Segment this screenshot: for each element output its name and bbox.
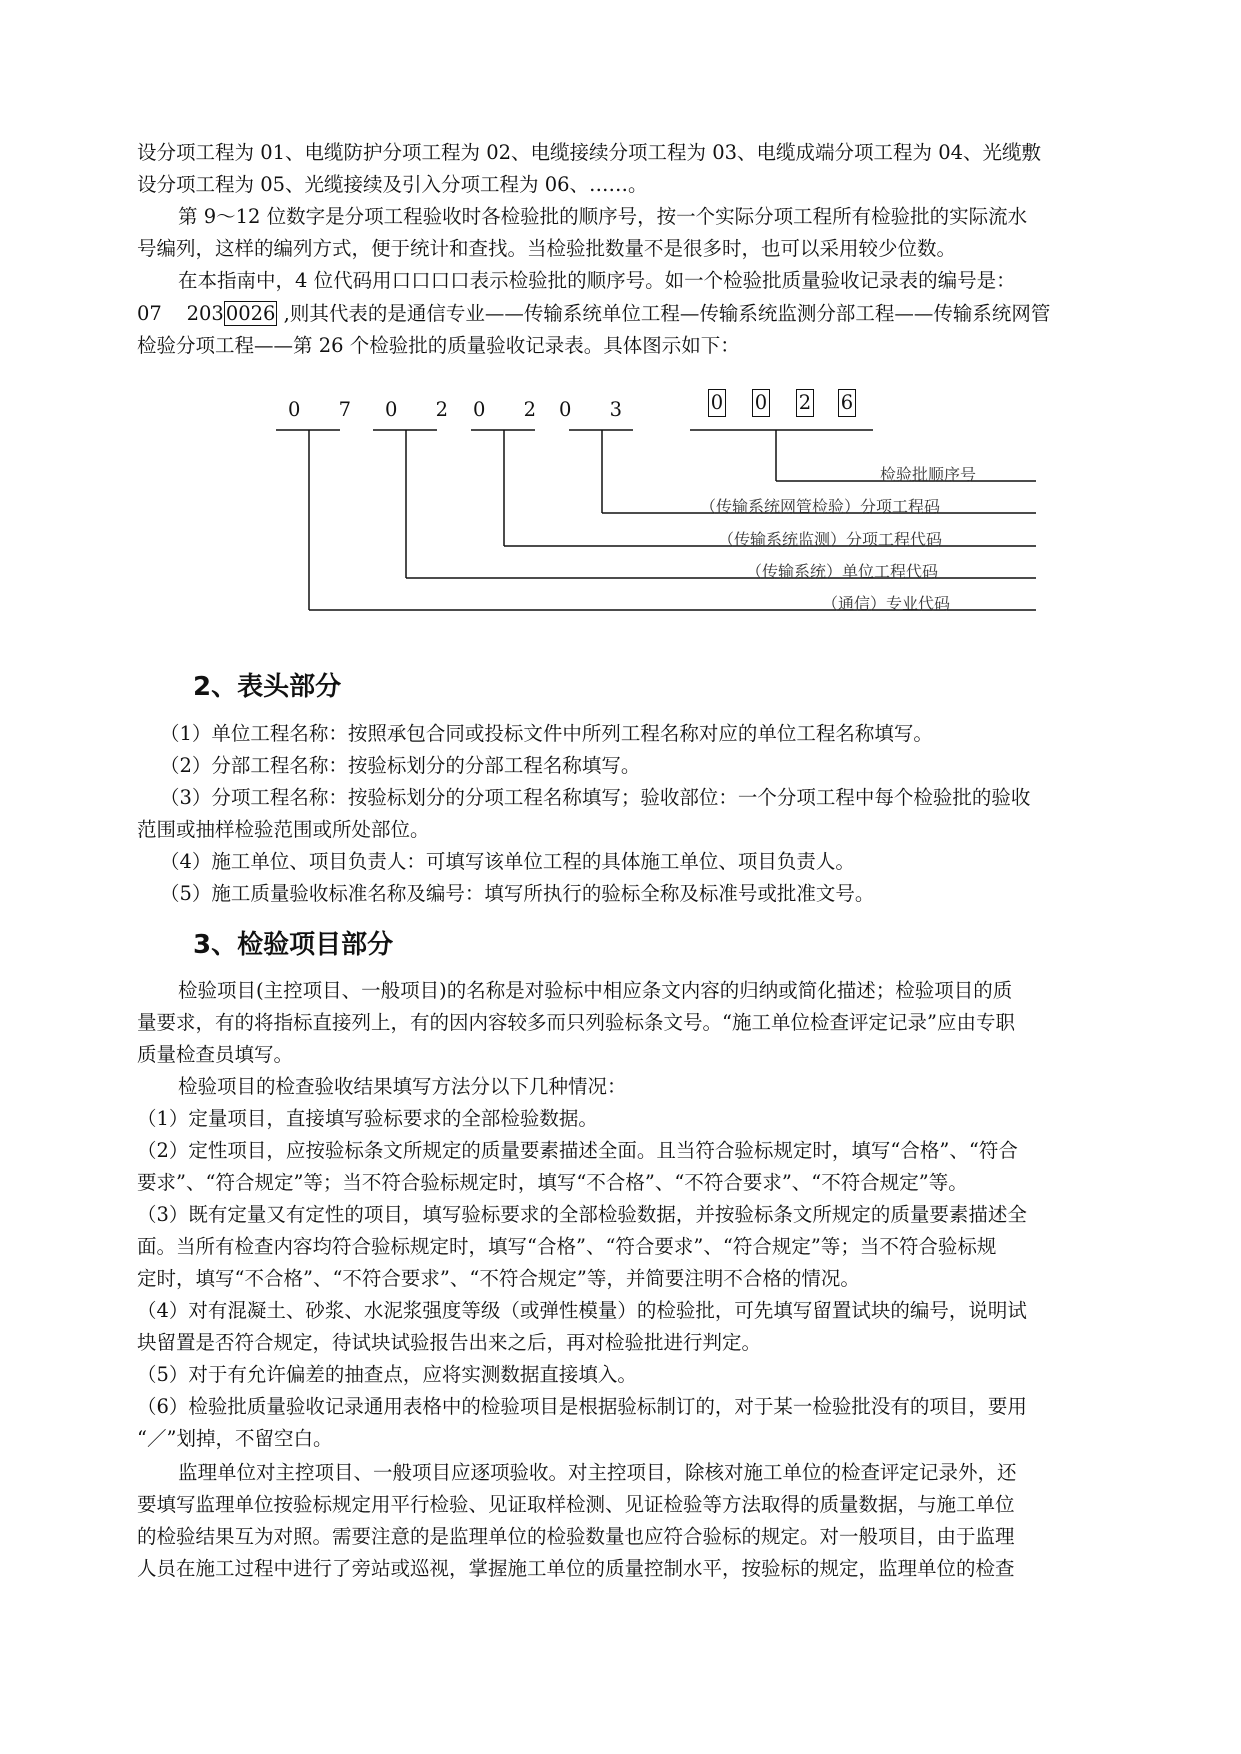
intro-line-5: 在本指南中，4 位代码用口口口口表示检验批的顺序号。如一个检验批质量验收记录表的编号是：	[178, 269, 1016, 292]
code-diagram	[0, 0, 1241, 640]
code-boxed-sequence: 0026	[225, 302, 276, 325]
section-3-line-10: 定时，填写“不合格”、“不符合要求”、“不符合规定”等，并简要注明不合格的情况。	[137, 1267, 860, 1290]
label-specialty-code: （通信）专业代码	[822, 594, 951, 613]
seq-digit-3: 2	[796, 389, 814, 417]
section-2-item-3-cont: 范围或抽样检验范围或所处部位。	[137, 818, 430, 841]
label-subitem-code: （传输系统网管检验）分项工程码	[700, 497, 941, 516]
section-3-line-15: “／”划掉，不留空白。	[137, 1427, 333, 1450]
section-3-line-16: 监理单位对主控项目、一般项目应逐项验收。对主控项目，除核对施工单位的检查评定记录外，还	[178, 1461, 1017, 1484]
code-group-2: 0 2	[385, 398, 465, 421]
section-3-line-18: 的检验结果互为对照。需要注意的是监理单位的检验数量也应符合验标的规定。对一般项目，由于监理	[137, 1525, 1015, 1548]
section-2-item-3: （3）分项工程名称：按验标划分的分项工程名称填写；验收部位：一个分项工程中每个检验批的验收	[160, 786, 1031, 809]
intro-line-1: 设分项工程为 01、电缆防护分项工程为 02、电缆接续分项工程为 03、电缆成端分项工程为 04、光缆敷	[137, 141, 1042, 164]
code-group-3: 0 2	[473, 398, 553, 421]
section-3-line-4: 检验项目的检查验收结果填写方法分以下几种情况：	[178, 1075, 627, 1098]
section-3-line-3: 质量检查员填写。	[137, 1043, 294, 1066]
section-3-line-19: 人员在施工过程中进行了旁站或巡视，掌握施工单位的质量控制水平，按验标的规定，监理单位的检查	[137, 1557, 1015, 1580]
code-prefix: 07 203	[137, 302, 224, 325]
seq-digit-1: 0	[708, 389, 726, 417]
section-2-item-2: （2）分部工程名称：按验标划分的分部工程名称填写。	[160, 754, 641, 777]
intro-line-3: 第 9～12 位数字是分项工程验收时各检验批的顺序号，按一个实际分项工程所有检验批的实际流水	[178, 205, 1028, 228]
code-group-4: 0 3	[559, 398, 639, 421]
section-3-line-1: 检验项目(主控项目、一般项目)的名称是对验标中相应条文内容的归纳或简化描述；检验项目的质	[178, 979, 1013, 1002]
section-3-line-8: （3）既有定量又有定性的项目，填写验标要求的全部检验数据，并按验标条文所规定的质量要素描述全	[137, 1203, 1027, 1226]
section-3-line-12: 块留置是否符合规定，待试块试验报告出来之后，再对检验批进行判定。	[137, 1331, 762, 1354]
section-2-item-4: （4）施工单位、项目负责人：可填写该单位工程的具体施工单位、项目负责人。	[160, 850, 855, 873]
intro-line-2: 设分项工程为 05、光缆接续及引入分项工程为 06、……。	[137, 173, 648, 196]
intro-line-7: 检验分项工程——第 26 个检验批的质量验收记录表。具体图示如下：	[137, 334, 740, 357]
label-monitoring-code: （传输系统监测）分项工程代码	[718, 530, 943, 549]
section-3-line-13: （5）对于有允许偏差的抽查点，应将实测数据直接填入。	[137, 1363, 637, 1386]
label-unit-code: （传输系统）单位工程代码	[746, 562, 939, 581]
code-group-1: 0 7	[288, 398, 368, 421]
section-3-line-5: （1）定量项目，直接填写验标要求的全部检验数据。	[137, 1107, 598, 1130]
section-2-title: 2、表头部分	[193, 672, 342, 702]
code-description: ,则其代表的是通信专业——传输系统单位工程—传输系统监测分部工程——传输系统网管	[277, 302, 1051, 325]
seq-digit-2: 0	[752, 389, 770, 417]
section-3-line-9: 面。当所有检查内容均符合验标规定时，填写“合格”、“符合要求”、“符合规定”等；当不符合验标规	[137, 1235, 997, 1258]
intro-line-4: 号编列，这样的编列方式，便于统计和查找。当检验批数量不是很多时，也可以采用较少位数。	[137, 237, 957, 260]
section-3-line-11: （4）对有混凝土、砂浆、水泥浆强度等级（或弹性模量）的检验批，可先填写留置试块的编号，说明试	[137, 1299, 1027, 1322]
section-3-line-14: （6）检验批质量验收记录通用表格中的检验项目是根据验标制订的，对于某一检验批没有的项目，要用	[137, 1395, 1027, 1418]
label-sequence-number: 检验批顺序号	[880, 465, 977, 484]
section-3-title: 3、检验项目部分	[193, 930, 394, 960]
section-2-item-5: （5）施工质量验收标准名称及编号：填写所执行的验标全称及标准号或批准文号。	[160, 882, 875, 905]
section-3-line-6: （2）定性项目，应按验标条文所规定的质量要素描述全面。且当符合验标规定时，填写“合格”、“符合	[137, 1139, 1018, 1162]
section-3-line-7: 要求”、“符合规定”等；当不符合验标规定时，填写“不合格”、“不符合要求”、“不符合规定”等。	[137, 1171, 968, 1194]
section-2-item-1: （1）单位工程名称：按照承包合同或投标文件中所列工程名称对应的单位工程名称填写。	[160, 722, 933, 745]
section-3-line-2: 量要求，有的将指标直接列上，有的因内容较多而只列验标条文号。“施工单位检查评定记录”应由专职	[137, 1011, 1015, 1034]
section-3-line-17: 要填写监理单位按验标规定用平行检验、见证取样检测、见证检验等方法取得的质量数据，与施工单位	[137, 1493, 1015, 1516]
seq-digit-4: 6	[838, 389, 856, 417]
